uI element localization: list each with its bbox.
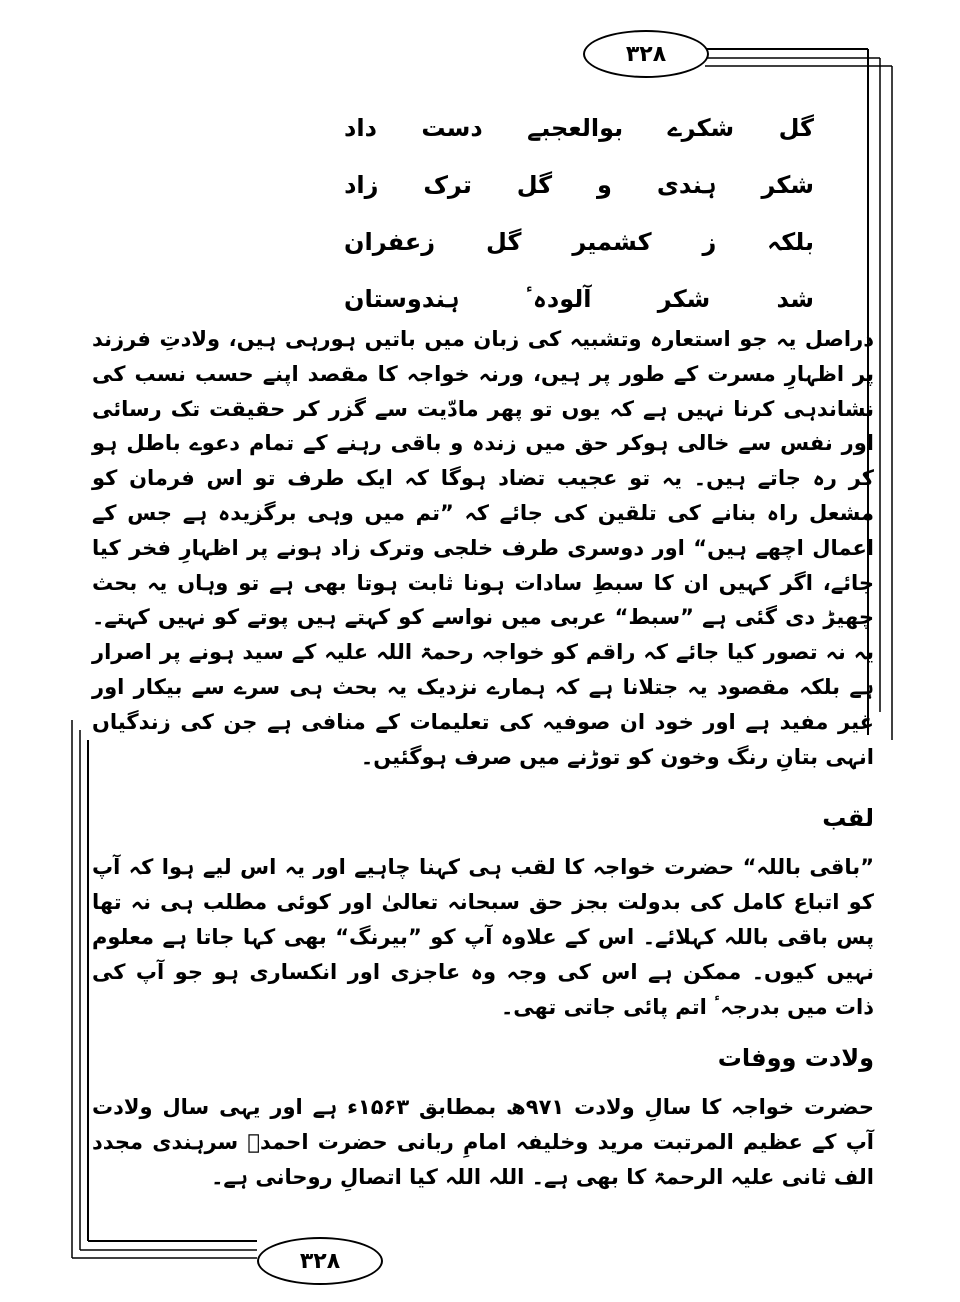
poem-word: زعفران (344, 228, 436, 256)
poem-word: ہندوستان (344, 285, 460, 313)
poem-word: گل (516, 171, 553, 199)
poem-word: زاد (344, 171, 379, 199)
poem-line (344, 157, 814, 214)
poem-word: بلکہ (767, 228, 814, 256)
poem-word: کشمیر (572, 228, 652, 256)
section-heading-birth-death: ولادت ووفات (717, 1044, 874, 1073)
poem-word: داد (344, 114, 377, 142)
paragraph-intro: دراصل یہ جو استعارہ وتشبیہ کی زبان میں باتیں ہورہی ہیں، ولادتِ فرزند پر اظہارِ مسرت کے طور پر ہیں، ورنہ خواجہ کا مقصد اپنے حسب نسب کی نشاندہی کرنا نہیں ہے کہ یوں تو پھر مادّیت سے گزر کر حقیقت تک رسائی اور نفس سے خالی ہوکر حق میں زندہ و باقی رہنے کے تمام دعوے باطل ہو کر رہ جاتے ہیں۔ یہ تو عجیب تضاد ہوگا کہ ایک طرف تو اس فرمان کو مشعل راہ بنانے کی تلقین کی جائے کہ ”تم میں وہی برگزیدہ ہے جس کے اعمال اچھے ہیں“ اور دوسری طرف خلجی وترک زاد ہونے پر اظہارِ فخر کیا جائے، اگر کہیں ان کا سبطِ سادات ہونا ثابت ہوتا بھی ہے تو وہاں یہ بحث چھیڑ دی گئی ہے ”سبط“ عربی میں نواسے کو کہتے ہیں پوتے کو نہیں کہتے۔ یہ نہ تصور کیا جائے کہ راقم کو خواجہ رحمۃ اللہ علیہ کے سید ہونے پر اصرار ہے بلکہ مقصود یہ جتلانا ہے کہ ہمارے نزدیک یہ بحث ہی سرے سے بیکار اور غیر مفید ہے اور خود ان صوفیہ کی تعلیمات کے منافی ہے جن کی زندگیاں انہی بتانِ رنگ وخون کو توڑنے میں صرف ہوگئیں۔ (92, 327, 874, 769)
poem-word: گل (486, 228, 522, 256)
poem-line (344, 100, 814, 157)
paragraph-birth: حضرت خواجہ کا سالِ ولادت ۹۷۱ھ بمطابق ۱۵۶۳ء ہے اور یہی سال ولادت آپ کے عظیم المرتبت مرید وخلیفہ امامِ ربانی حضرت احمدؒ سرہندی مجدد الف ثانی علیہ الرحمۃ کا بھی ہے۔ اللہ اللہ کیا اتصالِ روحانی ہے۔ (92, 1095, 874, 1189)
poem-word: ہندی (656, 171, 717, 199)
paragraph-laqab: ”باقی باللہ“ حضرت خواجہ کا لقب ہی کہنا چاہیے اور یہ اس لیے ہوا کہ آپ کو اتباع کامل کی بدولت بجز حق سبحانہ تعالیٰ اور کوئی مطلب ہی نہ تھا پس باقی باللہ کہلائے۔ اس کے علاوہ آپ کو ”بیرنگ“ بھی کہا جاتا ہے معلوم نہیں کیوں۔ ممکن ہے اس کی وجہ وہ عاجزی اور انکساری ہو جو آپ کی ذات میں بدرجہٴ اتم پائی جاتی تھی۔ (92, 855, 874, 1019)
poem-word: شکر (657, 285, 711, 313)
section-heading-laqab: لقب (822, 804, 874, 833)
poem-word: ترک (423, 171, 472, 199)
poem-word: بوالعجبے (527, 114, 624, 142)
page-content (92, 100, 874, 1195)
poem-word: گل (778, 114, 814, 142)
poem (344, 100, 814, 328)
poem-word: و (597, 171, 612, 199)
poem-word: شکر (761, 171, 814, 199)
poem-word: شکرے (667, 114, 735, 142)
poem-word: شد (776, 285, 814, 313)
poem-line (344, 214, 814, 271)
poem-line (344, 271, 814, 328)
poem-word: ز (702, 228, 717, 256)
page-number-top: ۳۲۸ (583, 30, 709, 78)
page-number-bottom: ۳۲۸ (257, 1237, 383, 1285)
poem-word: آلودہٴ (525, 285, 592, 313)
poem-word: دست (421, 114, 483, 142)
